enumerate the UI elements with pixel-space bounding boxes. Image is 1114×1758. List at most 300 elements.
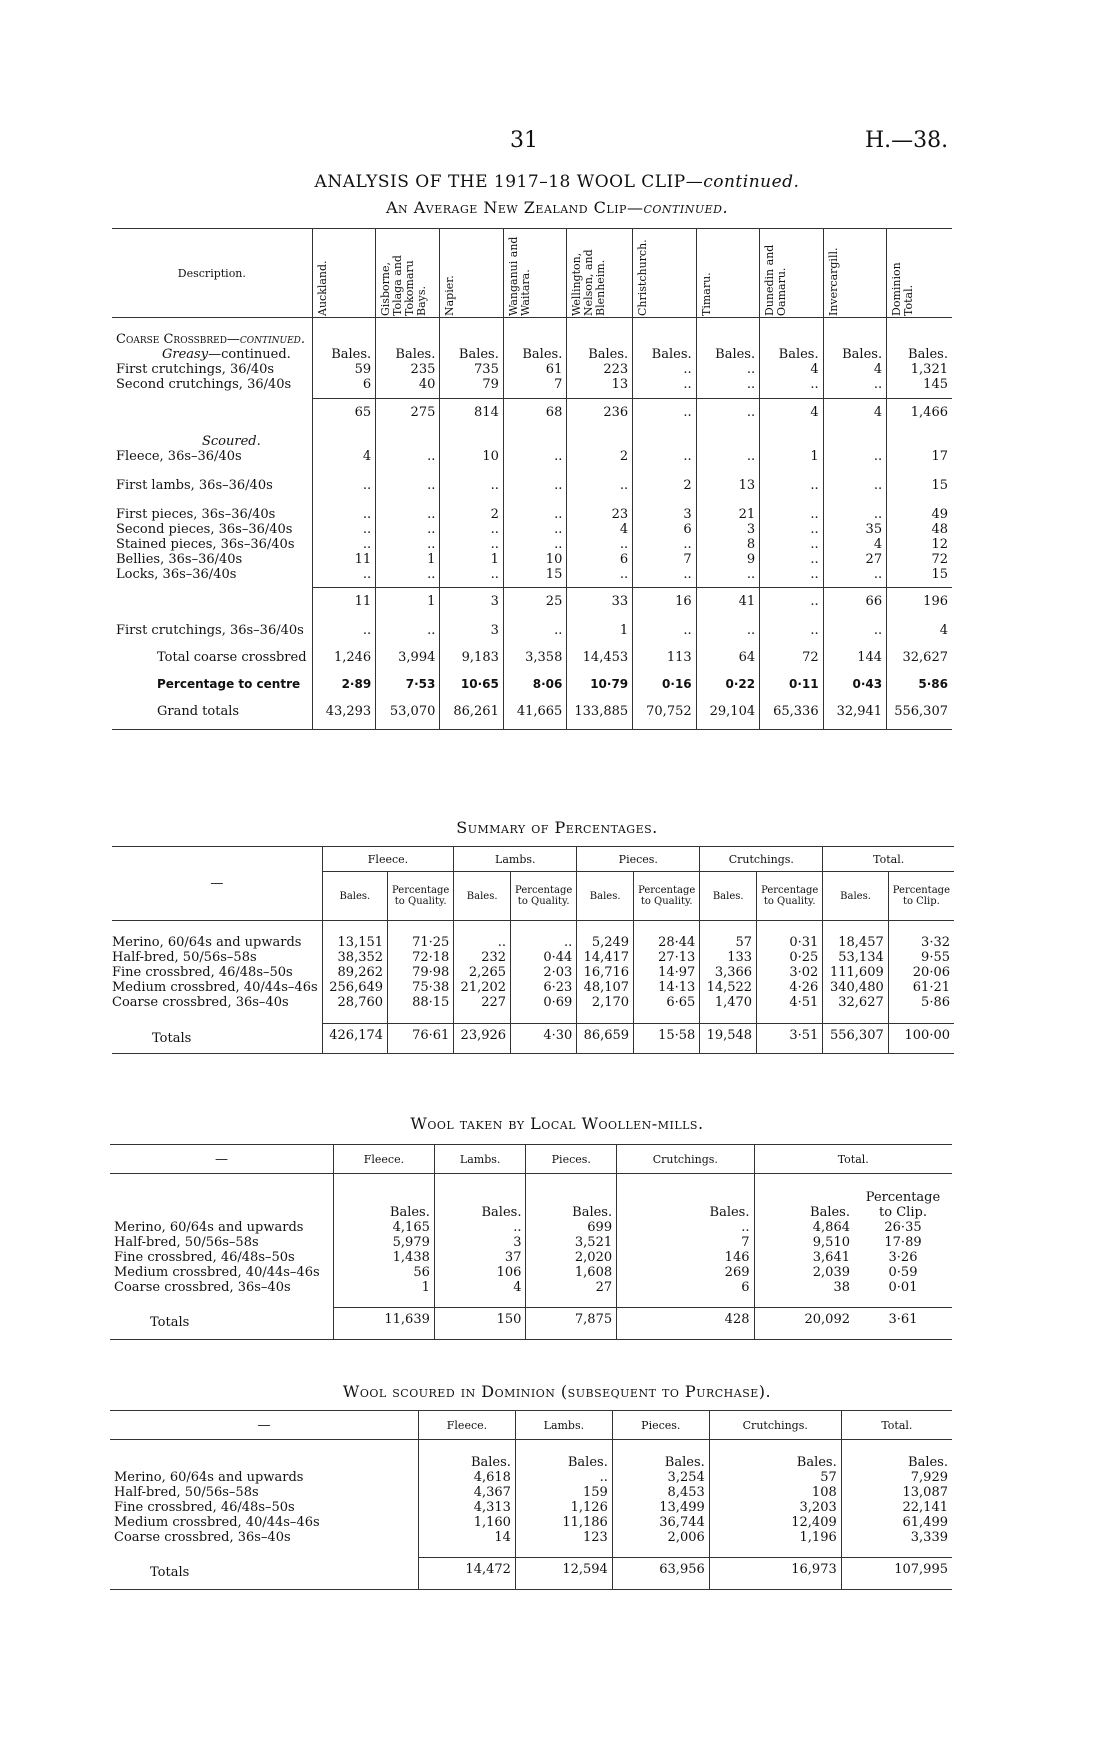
column-header: Crutchings. — [709, 1411, 841, 1440]
subtotal-cell: .. — [760, 588, 823, 610]
spacer-cell — [633, 719, 696, 729]
group-heading: Scoured. — [202, 433, 261, 449]
spacer-cell — [526, 1295, 617, 1307]
percentage-row-cell: 0·22 — [696, 677, 759, 692]
analysis-table — [112, 228, 952, 730]
value-cell: 2 — [567, 449, 633, 464]
value-cell: 61·21 — [888, 980, 954, 995]
value-cell: 7,929 — [841, 1470, 952, 1485]
subtotal-cell: 11 — [312, 588, 375, 610]
spacer-cell — [511, 921, 577, 935]
spacer-cell — [709, 1545, 841, 1557]
spacer-cell — [567, 493, 633, 507]
spacer-cell — [312, 420, 375, 434]
spacer-cell — [760, 692, 823, 704]
value-cell: 89,262 — [322, 965, 387, 980]
value-cell: 16,716 — [577, 965, 634, 980]
blank-cell — [376, 434, 440, 449]
value-cell: 735 — [440, 362, 503, 377]
units-cell: Bales. — [515, 1440, 612, 1471]
total-coarse-row-cell: 32,627 — [887, 650, 952, 665]
blank-cell — [633, 434, 696, 449]
row-label: Merino, 60/64s and upwards — [114, 1220, 304, 1235]
spacer-cell — [334, 1295, 435, 1307]
spacer-cell — [112, 420, 312, 434]
value-cell: 40 — [376, 377, 440, 392]
value-cell: 13,087 — [841, 1485, 952, 1500]
table-row — [110, 1515, 952, 1530]
spacer-cell — [634, 1010, 700, 1024]
value-cell: 3 — [633, 507, 696, 522]
section-row — [112, 318, 952, 348]
total-cell: 4·30 — [511, 1024, 577, 1054]
table-row — [112, 478, 952, 493]
value-cell: 2,170 — [577, 995, 634, 1010]
value-cell: 13,151 — [322, 935, 387, 950]
total-coarse-row-cell: 64 — [696, 650, 759, 665]
value-cell: 1 — [440, 552, 503, 567]
spacer-cell — [511, 1010, 577, 1024]
totals-row — [110, 1557, 952, 1589]
spacer-cell — [567, 638, 633, 650]
value-cell: 4,367 — [419, 1485, 516, 1500]
blank-cell — [503, 434, 566, 449]
total-coarse-row-cell: 3,994 — [376, 650, 440, 665]
scoured-header-row — [110, 1411, 952, 1440]
percentage-row-cell: 8·06 — [503, 677, 566, 692]
value-cell: 7 — [617, 1235, 754, 1250]
spacer-cell — [440, 464, 503, 478]
spacer-cell — [612, 1545, 709, 1557]
table-row — [110, 1235, 952, 1250]
spacer-cell — [567, 719, 633, 729]
value-cell: 3,254 — [612, 1470, 709, 1485]
column-header: Fleece. — [419, 1411, 516, 1440]
subtotal-label — [112, 398, 312, 420]
value-cell: 5,249 — [577, 935, 634, 950]
spacer-cell — [633, 665, 696, 677]
total-cell: 16,973 — [709, 1557, 841, 1589]
value-cell: 13 — [567, 377, 633, 392]
spacer-cell — [503, 665, 566, 677]
total-cell: 556,307 — [823, 1024, 888, 1054]
value-cell: 75·38 — [388, 980, 454, 995]
spacer-cell — [633, 692, 696, 704]
blank-cell — [312, 318, 375, 348]
spacer-cell — [887, 609, 952, 623]
value-cell: 57 — [709, 1470, 841, 1485]
value-cell: 4 — [823, 362, 886, 377]
value-cell: .. — [434, 1220, 526, 1235]
district-header-text: Timaru. — [699, 271, 713, 316]
value-cell: .. — [696, 377, 759, 392]
units-cell: Bales. — [440, 347, 503, 362]
row-label: Stained pieces, 36s–36/40s — [116, 536, 295, 552]
value-cell: 1,608 — [526, 1265, 617, 1280]
value-cell: 27 — [526, 1280, 617, 1295]
value-cell: 4 — [567, 522, 633, 537]
value-cell: 4 — [434, 1280, 526, 1295]
spacer-cell — [823, 493, 886, 507]
table-row — [110, 1250, 952, 1265]
value-cell: 26·35 — [884, 1220, 922, 1235]
value-cell: 4·26 — [757, 980, 823, 995]
value-cell: 72 — [887, 552, 952, 567]
value-cell: 48 — [887, 522, 952, 537]
totals-label: Totals — [150, 1565, 190, 1581]
value-cell: 6 — [633, 522, 696, 537]
total-cell: 23,926 — [454, 1024, 511, 1054]
value-cell: .. — [454, 935, 511, 950]
value-cell: 15 — [887, 478, 952, 493]
value-cell: 13 — [696, 478, 759, 493]
spacer-cell — [633, 638, 696, 650]
value-cell: .. — [760, 478, 823, 493]
value-cell: 4,618 — [419, 1470, 516, 1485]
blank-cell — [440, 434, 503, 449]
spacer-cell — [888, 921, 954, 935]
spacer-cell — [112, 665, 312, 677]
subtotal-row — [112, 398, 952, 420]
row-label: Bellies, 36s–36/40s — [116, 551, 243, 567]
row-label: Locks, 36s–36/40s — [116, 566, 237, 582]
total-cell: 15·58 — [634, 1024, 700, 1054]
value-cell: 35 — [823, 522, 886, 537]
value-cell: .. — [503, 623, 566, 638]
spacer-cell — [700, 1010, 757, 1024]
value-cell: 133 — [700, 950, 757, 965]
spacer-cell — [503, 609, 566, 623]
summary-title-text: Summary of Percentages. — [456, 818, 658, 837]
row-label: Medium crossbred, 40/44s–46s — [112, 979, 318, 995]
value-cell: 57 — [700, 935, 757, 950]
units-cell: Bales. — [841, 1440, 952, 1471]
total-cell: 426,174 — [322, 1024, 387, 1054]
subtotal-cell: 236 — [567, 398, 633, 420]
value-cell: .. — [567, 567, 633, 582]
value-cell: 53,134 — [823, 950, 888, 965]
spacer-cell — [760, 420, 823, 434]
spacer-cell — [312, 609, 375, 623]
value-cell: 2,265 — [454, 965, 511, 980]
spacer-cell — [388, 1010, 454, 1024]
value-cell: .. — [633, 567, 696, 582]
spacer-cell — [440, 638, 503, 650]
value-cell: 38 — [754, 1280, 854, 1295]
value-cell: .. — [823, 623, 886, 638]
value-cell: 3 — [696, 522, 759, 537]
spacer-cell — [112, 719, 312, 729]
value-cell: 7 — [503, 377, 566, 392]
totals-label: Totals — [152, 1030, 192, 1046]
bales-header: Bales. — [823, 872, 888, 921]
value-cell: .. — [760, 537, 823, 552]
value-cell: .. — [376, 449, 440, 464]
spacer-cell — [760, 609, 823, 623]
value-cell: 4·51 — [757, 995, 823, 1010]
row-label: First pieces, 36s–36/40s — [116, 506, 276, 522]
summary-title — [0, 818, 1114, 837]
summary-group-header: Pieces. — [577, 847, 700, 872]
subtotal-cell: 3 — [440, 588, 503, 610]
spacer-cell — [823, 464, 886, 478]
subtotal-cell: 196 — [887, 588, 952, 610]
units-row — [110, 1440, 952, 1471]
blank-cell — [823, 434, 886, 449]
value-cell: 3 — [440, 623, 503, 638]
value-cell: 6·23 — [511, 980, 577, 995]
spacer-cell — [754, 1295, 854, 1307]
units-cell: Bales. — [434, 1174, 526, 1221]
value-cell: 1 — [760, 449, 823, 464]
total-cell: 86,659 — [577, 1024, 634, 1054]
spacer-cell — [376, 719, 440, 729]
spacer-cell — [617, 1295, 754, 1307]
row-label: Medium crossbred, 40/44s–46s — [114, 1265, 320, 1280]
value-cell: 4 — [760, 362, 823, 377]
spacer-cell — [567, 464, 633, 478]
value-cell: 3,521 — [526, 1235, 617, 1250]
value-cell: .. — [440, 522, 503, 537]
value-cell: .. — [823, 507, 886, 522]
value-cell: .. — [696, 449, 759, 464]
total-cell: 19,548 — [700, 1024, 757, 1054]
percentage-header: Percentage to Clip. — [888, 872, 954, 921]
page-number: 31 — [510, 128, 538, 153]
units-cell: Bales. — [709, 1440, 841, 1471]
percentage-row-label: Percentage to centre — [157, 677, 301, 691]
spacer-cell — [700, 921, 757, 935]
value-cell: .. — [823, 449, 886, 464]
value-cell: 59 — [312, 362, 375, 377]
column-header: Lambs. — [434, 1145, 526, 1174]
table-row — [112, 552, 952, 567]
spacer-cell — [696, 719, 759, 729]
value-cell: 340,480 — [823, 980, 888, 995]
spacer-cell — [760, 493, 823, 507]
value-cell: .. — [312, 522, 375, 537]
grand-totals-row-cell: 43,293 — [312, 704, 375, 719]
scoured-title — [0, 1382, 1114, 1401]
spacer-cell — [696, 420, 759, 434]
spacer-cell — [312, 638, 375, 650]
percentage-row-cell: 10·79 — [567, 677, 633, 692]
spacer-cell — [823, 665, 886, 677]
value-cell: 22,141 — [841, 1500, 952, 1515]
blank-cell — [887, 434, 952, 449]
row-label: Fine crossbred, 46/48s–50s — [114, 1250, 295, 1265]
value-cell: 1 — [376, 552, 440, 567]
bales-header: Bales. — [577, 872, 634, 921]
blank-cell — [696, 318, 759, 348]
subtotal-cell: 25 — [503, 588, 566, 610]
value-cell: 8,453 — [612, 1485, 709, 1500]
percentage-row-cell: 0·43 — [823, 677, 886, 692]
spacer-cell — [760, 665, 823, 677]
column-header: Crutchings. — [617, 1145, 754, 1174]
value-cell: 23 — [567, 507, 633, 522]
spacer-cell — [440, 719, 503, 729]
district-header — [567, 229, 633, 318]
spacer-cell — [887, 464, 952, 478]
total-cell: 428 — [617, 1307, 754, 1339]
district-header — [376, 229, 440, 318]
value-cell: 20·06 — [888, 965, 954, 980]
value-cell: 2,006 — [612, 1530, 709, 1545]
value-cell: 4,313 — [419, 1500, 516, 1515]
table-row — [110, 1530, 952, 1545]
spacer-cell — [887, 719, 952, 729]
value-cell: 3,203 — [709, 1500, 841, 1515]
value-cell: 3 — [434, 1235, 526, 1250]
group-heading-row — [112, 434, 952, 449]
spacer-row — [112, 921, 954, 935]
scoured-dash: — — [257, 1417, 271, 1433]
value-cell: .. — [696, 623, 759, 638]
value-cell: .. — [567, 537, 633, 552]
district-header — [760, 229, 823, 318]
value-cell: 14·97 — [634, 965, 700, 980]
value-cell: 88·15 — [388, 995, 454, 1010]
summary-group-header: Total. — [823, 847, 954, 872]
value-cell: 123 — [515, 1530, 612, 1545]
mills-dash: — — [215, 1151, 228, 1167]
value-cell: 21 — [696, 507, 759, 522]
value-cell: 5·86 — [888, 995, 954, 1010]
spacer-row — [112, 609, 952, 623]
grand-totals-row-cell: 29,104 — [696, 704, 759, 719]
end-row — [112, 719, 952, 729]
totals-row — [112, 1024, 954, 1054]
value-cell: .. — [376, 522, 440, 537]
value-cell: .. — [633, 362, 696, 377]
district-header-text: Napier. — [443, 274, 457, 316]
spacer-cell — [322, 921, 387, 935]
value-cell: 11,186 — [515, 1515, 612, 1530]
value-cell: .. — [633, 377, 696, 392]
value-cell: .. — [440, 478, 503, 493]
row-label: Second crutchings, 36/40s — [116, 377, 292, 392]
spacer-cell — [567, 692, 633, 704]
value-cell: 14,522 — [700, 980, 757, 995]
blank-cell — [823, 318, 886, 348]
spacer-cell — [888, 1010, 954, 1024]
value-cell: 27 — [823, 552, 886, 567]
value-cell: 72·18 — [388, 950, 454, 965]
column-header: Pieces. — [526, 1145, 617, 1174]
summary-group-header: Lambs. — [454, 847, 577, 872]
value-cell: .. — [567, 478, 633, 493]
value-cell: .. — [440, 537, 503, 552]
row-label: Coarse crossbred, 36s–40s — [114, 1280, 291, 1295]
value-cell: 21,202 — [454, 980, 511, 995]
percentage-row-cell: 5·86 — [887, 677, 952, 692]
value-cell: 12,409 — [709, 1515, 841, 1530]
value-cell: 269 — [617, 1265, 754, 1280]
value-cell: .. — [696, 567, 759, 582]
total-coarse-row-cell: 3,358 — [503, 650, 566, 665]
table-row — [112, 950, 954, 965]
spacer-cell — [376, 464, 440, 478]
value-cell: 2,039 — [754, 1265, 854, 1280]
summary-table — [112, 846, 954, 1054]
value-cell: 6·65 — [634, 995, 700, 1010]
value-cell: .. — [511, 935, 577, 950]
spacer-cell — [312, 719, 375, 729]
spacer-cell — [376, 493, 440, 507]
value-cell: .. — [503, 537, 566, 552]
spacer-cell — [376, 692, 440, 704]
value-cell: 6 — [567, 552, 633, 567]
value-cell: 2 — [440, 507, 503, 522]
subtotal-cell: 4 — [823, 398, 886, 420]
summary-group-header: Fleece. — [322, 847, 454, 872]
value-cell: 48,107 — [577, 980, 634, 995]
value-cell: 9 — [696, 552, 759, 567]
spacer-cell — [757, 1010, 823, 1024]
value-cell: 1,438 — [334, 1250, 435, 1265]
spacer-cell — [376, 609, 440, 623]
row-label: First crutchings, 36s–36/40s — [116, 623, 304, 638]
value-cell: 3,366 — [700, 965, 757, 980]
total-coarse-row-label: Total coarse crossbred — [157, 650, 307, 665]
table-row — [112, 995, 954, 1010]
grand-totals-row-cell: 53,070 — [376, 704, 440, 719]
table-row — [112, 935, 954, 950]
value-cell: .. — [760, 567, 823, 582]
value-cell: 8 — [696, 537, 759, 552]
units-cell: Bales. — [567, 347, 633, 362]
scoured-title-text: Wool scoured in Dominion (subsequent to Purchase). — [342, 1382, 772, 1401]
value-cell: .. — [503, 507, 566, 522]
subtotal-cell: 41 — [696, 588, 759, 610]
spacer-cell — [887, 692, 952, 704]
value-cell: 699 — [526, 1220, 617, 1235]
spacer-cell — [376, 638, 440, 650]
district-header — [823, 229, 886, 318]
value-cell: 36,744 — [612, 1515, 709, 1530]
value-cell: 0·69 — [511, 995, 577, 1010]
units-cell: Bales. — [823, 347, 886, 362]
spacer-cell — [312, 464, 375, 478]
total-cell: 11,639 — [334, 1307, 435, 1339]
spacer-cell — [112, 1010, 322, 1024]
spacer-cell — [503, 719, 566, 729]
analysis-title — [0, 172, 1114, 192]
value-cell: 159 — [515, 1485, 612, 1500]
spacer-cell — [440, 609, 503, 623]
value-cell: 14,417 — [577, 950, 634, 965]
spacer-cell — [440, 692, 503, 704]
subtotal-cell: 1,466 — [887, 398, 952, 420]
spacer-cell — [515, 1545, 612, 1557]
spacer-cell — [454, 921, 511, 935]
table-row — [112, 362, 952, 377]
spacer-cell — [887, 665, 952, 677]
percentage-row-cell: 7·53 — [376, 677, 440, 692]
units-cell: Bales. — [887, 347, 952, 362]
value-cell: 0·31 — [757, 935, 823, 950]
total-cell: 3·61 — [854, 1307, 952, 1339]
row-label: Second pieces, 36s–36/40s — [116, 521, 293, 537]
value-cell: 17 — [887, 449, 952, 464]
spacer-cell — [112, 609, 312, 623]
row-label: Coarse crossbred, 36s–40s — [114, 1530, 291, 1545]
percentage-row-cell: 0·16 — [633, 677, 696, 692]
spacer-cell — [376, 420, 440, 434]
grand-totals-row-label: Grand totals — [157, 704, 240, 719]
spacer-cell — [112, 692, 312, 704]
